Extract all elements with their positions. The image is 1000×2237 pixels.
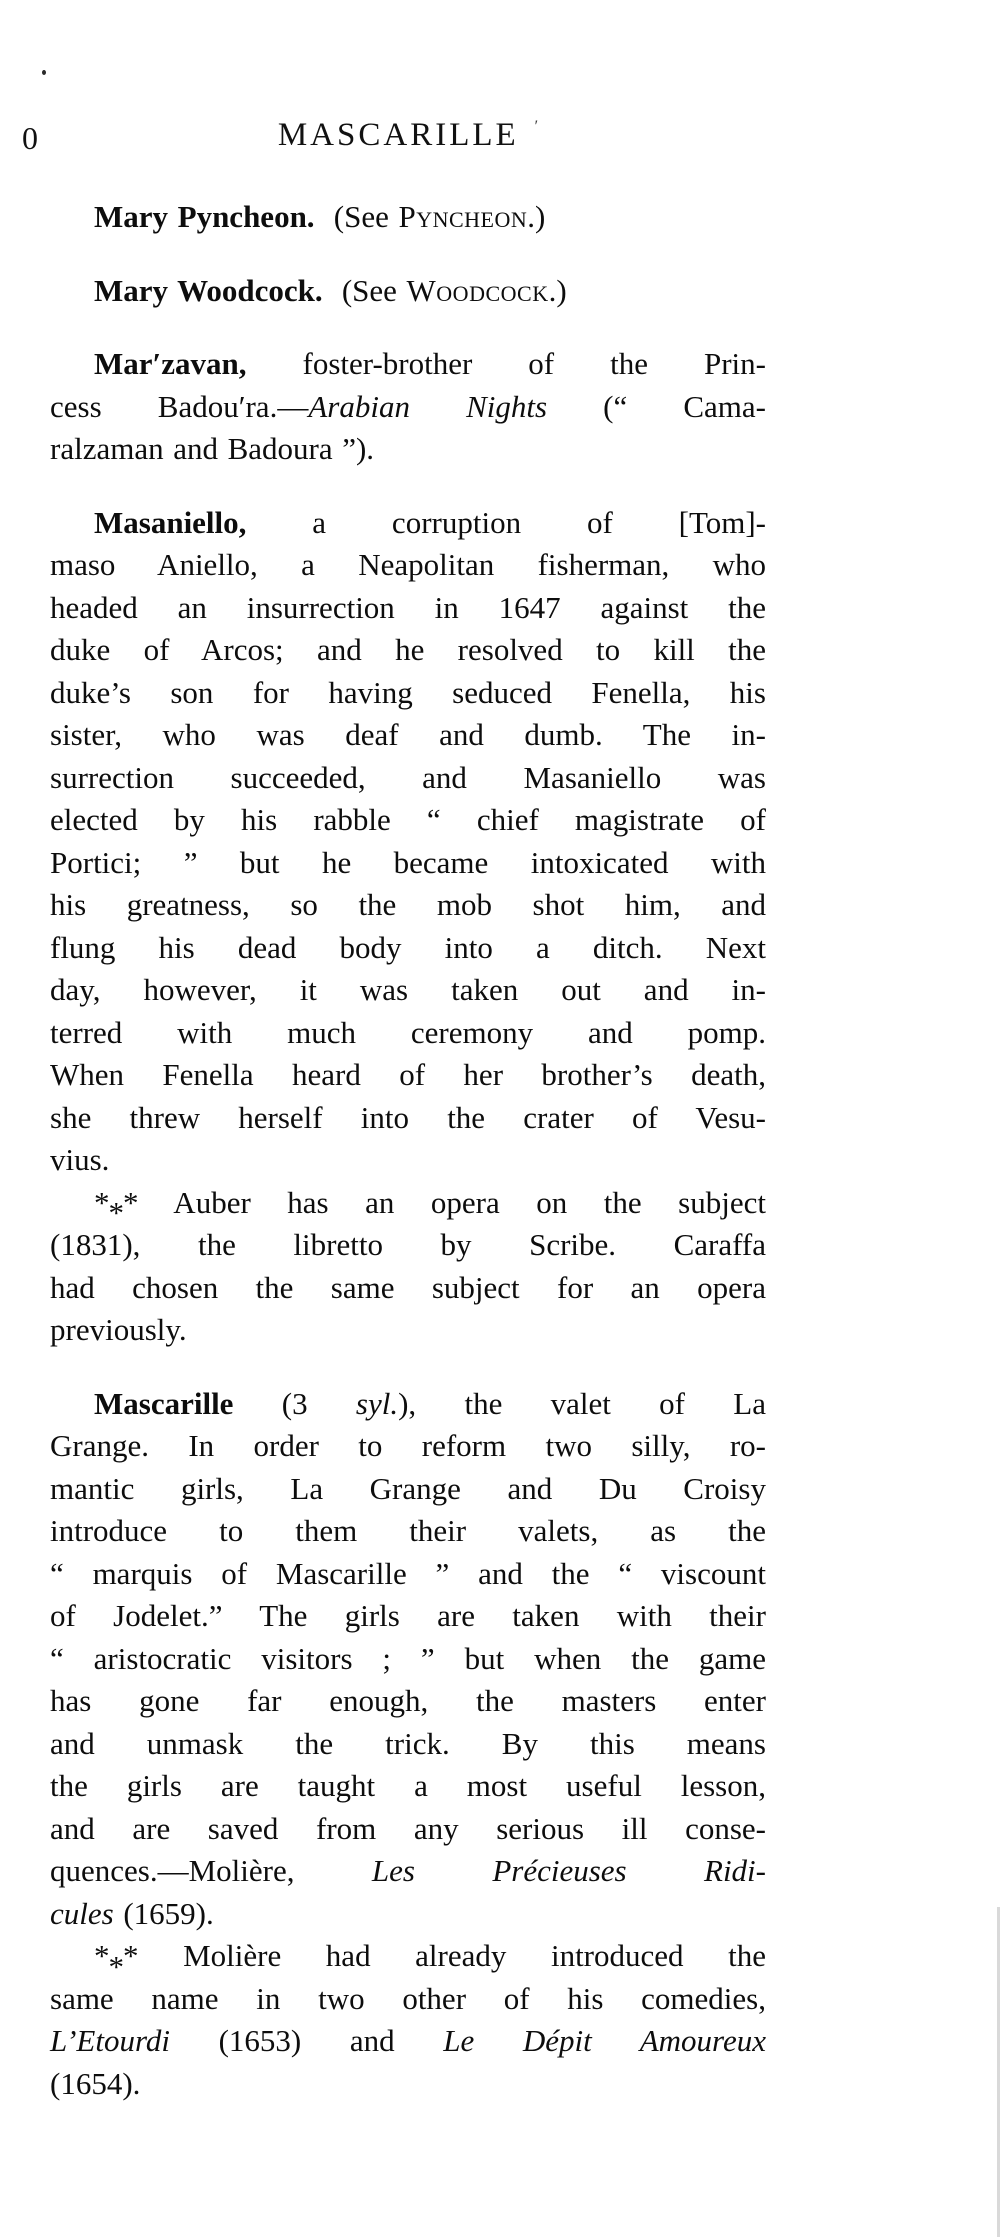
text-line: has gone far enough, the masters enter: [50, 1683, 766, 1718]
text-line: “ aristocratic visitors ; ” but when the game: [50, 1640, 766, 1676]
text-line: surrection succeeded, and Masaniello was: [50, 759, 766, 795]
cross-reference-paragraph: [50, 270, 766, 313]
text-line: Masaniello, a corruption of [Tom]-: [94, 504, 766, 540]
entry-paragraph: [50, 343, 766, 471]
text-line: vius.: [50, 1142, 110, 1177]
cross-reference-paragraph: [50, 196, 766, 239]
text-line: day, however, it was taken out and in-: [50, 972, 766, 1007]
text-line: (1654).: [50, 2065, 141, 2101]
text-line: and unmask the trick. By this means: [50, 1725, 766, 1761]
text-line: of Jodelet.” The girls are taken with their: [50, 1598, 766, 1633]
text-line: Grange. In order to reform two silly, ro-: [50, 1428, 766, 1463]
text-line: When Fenella heard of her brother’s death,: [50, 1057, 766, 1092]
text-line: ralzaman and Badoura ”).: [50, 431, 375, 466]
entry-marzavan: [50, 343, 766, 471]
text-line: *** Auber has an opera on the subject: [94, 1184, 766, 1231]
entry-paragraph: [50, 502, 766, 1182]
scan-artifact-dot: [42, 70, 46, 75]
text-line: duke of Arcos; and he resolved to kill the: [50, 632, 766, 667]
text-line: duke’s son for having seduced Fenella, his: [50, 674, 766, 710]
text-line: Portici; ” but he became intoxicated with: [50, 844, 766, 880]
text-line: she threw herself into the crater of Vesu-: [50, 1099, 766, 1135]
entry-footnote: [50, 1935, 766, 2105]
entry-mascarille: [50, 1383, 766, 2106]
text-line: (1831), the libretto by Scribe. Caraffa: [50, 1227, 766, 1262]
entry-footnote: [50, 1182, 766, 1352]
text-line: sister, who was deaf and dumb. The in-: [50, 717, 766, 752]
running-head-title: MASCARILLE: [277, 117, 519, 153]
text-line: “ marquis of Mascarille ” and the “ viscount: [50, 1555, 766, 1591]
text-line: same name in two other of his comedies,: [50, 1980, 766, 2016]
text-line: headed an insurrection in 1647 against the: [50, 589, 766, 625]
scan-stray-mark: ′: [534, 118, 539, 135]
text-line: and are saved from any serious ill conse-: [50, 1810, 766, 1846]
text-line: had chosen the same subject for an opera: [50, 1269, 766, 1305]
text-line: maso Aniello, a Neapolitan fisherman, who: [50, 547, 766, 582]
page-number: 0: [22, 120, 38, 156]
text-line: L’Etourdi (1653) and Le Dépit Amoureux: [50, 2023, 766, 2058]
text-line: quences.—Molière, Les Précieuses Ridi-: [50, 1853, 766, 1888]
text-column: [50, 196, 766, 2105]
text-line: the girls are taught a most useful lesson,: [50, 1768, 766, 1803]
text-line: Mar′zavan, foster-brother of the Prin-: [94, 346, 766, 381]
text-line: his greatness, so the mob shot him, and: [50, 887, 766, 922]
text-line: cess Badou′ra.—Arabian Nights (“ Cama-: [50, 388, 766, 424]
text-line: terred with much ceremony and pomp.: [50, 1014, 766, 1050]
text-line: Mary Pyncheon. (See Pyncheon.): [94, 199, 546, 234]
text-line: *** Molière had already introduced the: [94, 1938, 766, 1984]
text-line: mantic girls, La Grange and Du Croisy: [50, 1470, 766, 1506]
entry-masaniello: [50, 502, 766, 1352]
text-line: elected by his rabble “ chief magistrate of: [50, 802, 766, 837]
text-line: introduce to them their valets, as the: [50, 1513, 766, 1548]
text-line: Mary Woodcock. (See Woodcock.): [94, 272, 567, 308]
entry-paragraph: [50, 1383, 766, 1936]
running-head: [50, 117, 766, 154]
text-line: previously.: [50, 1312, 187, 1347]
text-line: flung his dead body into a ditch. Next: [50, 929, 766, 965]
entry-mary-pyncheon: [50, 196, 766, 239]
entry-mary-woodcock: [50, 270, 766, 313]
text-line: cules (1659).: [50, 1895, 214, 1931]
text-line: Mascarille (3 syl.), the valet of La: [94, 1385, 766, 1421]
